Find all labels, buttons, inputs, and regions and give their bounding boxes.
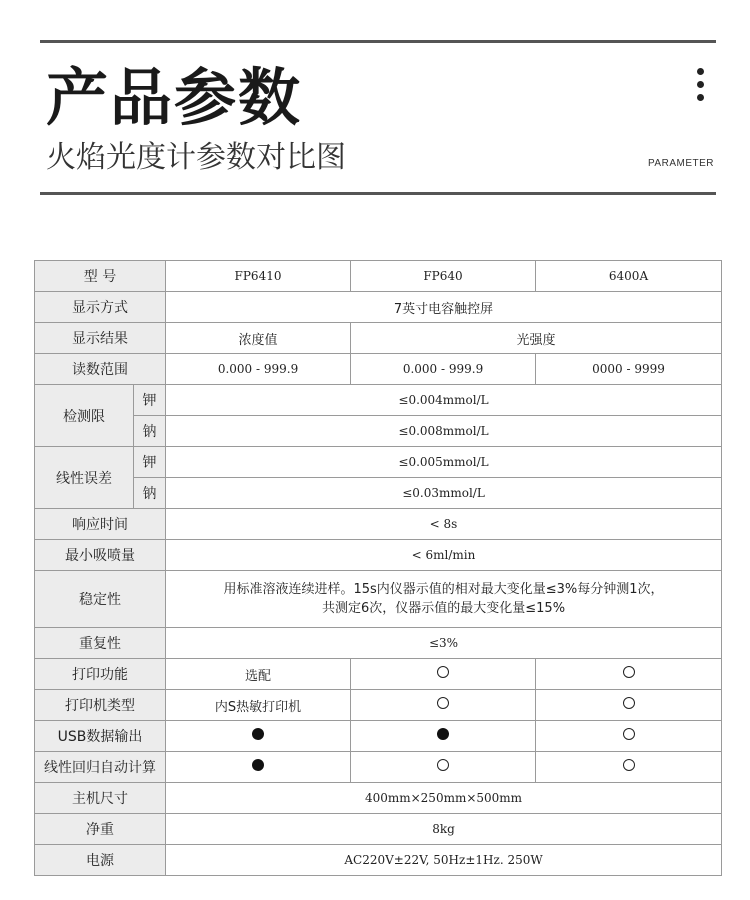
sub-label: 钾 [134,385,166,416]
row-label: 净重 [35,814,166,845]
cell-value [351,721,536,752]
cell-value [536,752,722,783]
page-title: 产品参数 [46,61,303,134]
row-label: 显示方式 [35,292,166,323]
empty-circle-icon [437,666,449,678]
table-row [35,323,722,354]
empty-circle-icon [623,759,635,771]
cell-value: 0.000 - 999.9 [166,354,351,385]
table-row [35,540,722,571]
filled-circle-icon [252,759,264,771]
stability-line-2: 共测定6次，仪器示值的最大变化量≤15% [321,601,566,616]
cell-value: 内S热敏打印机 [166,690,351,721]
empty-circle-icon [623,666,635,678]
row-label: 线性误差 [35,447,134,509]
table-row [35,478,722,509]
cell-value: ≤0.004mmol/L [166,385,722,416]
table-row [35,628,722,659]
row-label: 打印功能 [35,659,166,690]
parameter-table [34,260,722,876]
empty-circle-icon [623,728,635,740]
empty-circle-icon [437,759,449,771]
row-label: 响应时间 [35,509,166,540]
cell-value: 浓度值 [166,323,351,354]
sub-label: 钠 [134,416,166,447]
cell-value: ≤0.008mmol/L [166,416,722,447]
cell-value: 7英寸电容触控屏 [166,292,722,323]
model-6400a: 6400A [536,261,722,292]
cell-value: 0000 - 9999 [536,354,722,385]
empty-circle-icon [623,697,635,709]
cell-value: 光强度 [351,323,722,354]
cell-value [536,690,722,721]
english-label: PARAMETER [648,158,714,169]
row-label: 重复性 [35,628,166,659]
cell-value [166,721,351,752]
model-fp640: FP640 [351,261,536,292]
bottom-divider [40,192,716,195]
model-label: 型 号 [35,261,166,292]
cell-value [351,752,536,783]
table-row [35,814,722,845]
table-row [35,845,722,876]
row-label: 稳定性 [35,571,166,628]
table-row [35,261,722,292]
table-row [35,752,722,783]
vertical-dots-icon [697,68,707,107]
cell-value: 400mm×250mm×500mm [166,783,722,814]
sub-label: 钠 [134,478,166,509]
cell-value: < 6ml/min [166,540,722,571]
table-row [35,509,722,540]
cell-value: ≤3% [166,628,722,659]
cell-value [166,752,351,783]
sub-label: 钾 [134,447,166,478]
row-label: 电源 [35,845,166,876]
cell-value: AC220V±22V, 50Hz±1Hz. 250W [166,845,722,876]
table-row [35,354,722,385]
table-row [35,721,722,752]
row-label: 显示结果 [35,323,166,354]
row-label: USB数据输出 [35,721,166,752]
top-divider [40,40,716,43]
cell-value [351,690,536,721]
table-row [35,385,722,416]
cell-value [351,659,536,690]
row-label: 打印机类型 [35,690,166,721]
cell-value: 选配 [166,659,351,690]
table-row [35,292,722,323]
row-label: 读数范围 [35,354,166,385]
filled-circle-icon [437,728,449,740]
empty-circle-icon [437,697,449,709]
stability-line-1: 用标准溶液连续进样。15s内仪器示值的相对最大变化量≤3%每分钟测1次， [223,582,664,597]
table-row [35,571,722,628]
table-row [35,783,722,814]
cell-value: ≤0.03mmol/L [166,478,722,509]
table-row [35,690,722,721]
row-label: 线性回归自动计算 [35,752,166,783]
row-label: 最小吸喷量 [35,540,166,571]
table-row [35,416,722,447]
cell-value: 0.000 - 999.9 [351,354,536,385]
table-row [35,659,722,690]
model-fp6410: FP6410 [166,261,351,292]
cell-value: < 8s [166,509,722,540]
cell-value: 8kg [166,814,722,845]
cell-value [536,721,722,752]
row-label: 主机尺寸 [35,783,166,814]
cell-value: ≤0.005mmol/L [166,447,722,478]
filled-circle-icon [252,728,264,740]
table-row [35,447,722,478]
page-subtitle: 火焰光度计参数对比图 [46,140,346,175]
cell-value [536,659,722,690]
stability-text [166,571,722,628]
row-label: 检测限 [35,385,134,447]
